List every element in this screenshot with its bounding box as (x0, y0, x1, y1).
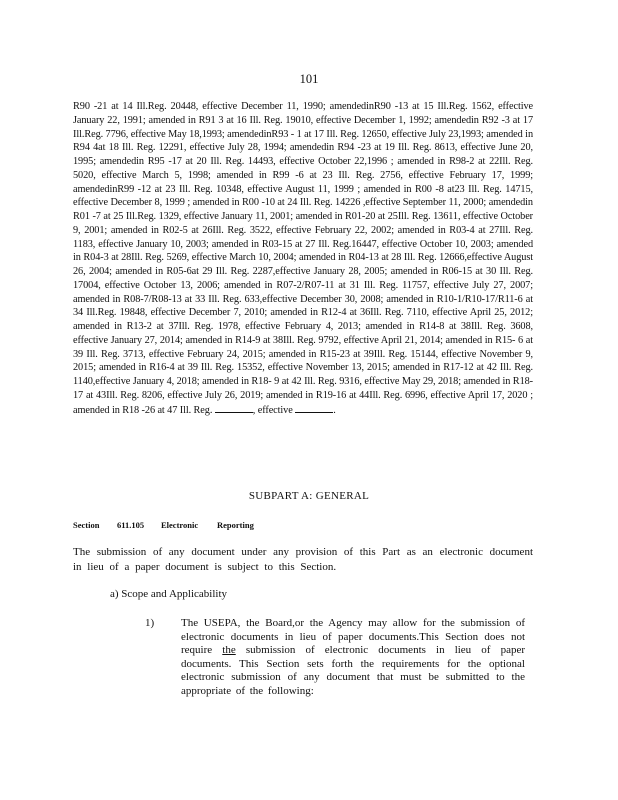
item-1-text-before: The USEPA, the Board,or the Agency may allow for the submission of electronic documents in lieu of paper documents.This Section does not require (181, 617, 525, 656)
item-1 (145, 617, 525, 698)
section-label: Section (73, 520, 100, 530)
section-title-word1: Electronic (161, 520, 199, 530)
intro-paragraph: The submission of any document under any provision of this Part as an electronic document in lieu of a paper document is subject to this Section. (73, 546, 533, 573)
blank-effective-date (295, 403, 333, 413)
subpart-title: SUBPART A: GENERAL (248, 490, 370, 502)
amendment-history (73, 100, 533, 417)
section-number: 611.105 (117, 520, 145, 530)
subsection-a-heading: a) Scope and Applicability (110, 588, 227, 600)
item-1-body (181, 617, 525, 698)
blank-register-page (215, 403, 253, 413)
history-effective-word: effective (257, 404, 293, 416)
history-comma: , (252, 404, 256, 416)
amendment-history-text: R90 -21 at 14 Ill.Reg. 20448, effective December 11, 1990; amendedinR90 -13 at 15 Ill.Reg. 1562, effective January 22, 1991; amended in R91 3 at 16 Ill. Reg. 19010, effective December 1, 1992; amendedin R92 -3 at 17 Ill.Reg. 7796, effective May 18,1993; amendedinR93 - 1 at 17 Ill. Reg. 12650, effective July 23,1993; amended in R94 4at 18 Ill. Reg. 12291, effective July 28, 1994; amendedin R94 -23 at 19 Ill. Reg. 8613, effective June 20, 1995; amendedin R95 -17 at 20 Ill. Reg. 14493, effective October 22,1996 ; amended in R98-2 at 22Ill. Reg. 5020, effective March 5, 1998; amended in R99 -6 at 23 Ill. Reg. 2756, effective February 17, 1999; amendedinR99 -12 at 23 Ill. Reg. 10348, effective August 11, 1999 ; amended in R00 -8 at23 Ill. Reg. 14715, effective December 8, 1999 ; amended in R00 -10 at 24 Ill. Reg. 14226 ,effective September 11, 2000; amendedin R01 -7 at 25 Ill.Reg. 1329, effective January 11, 2001; amended in R01-20 at 25Ill. Reg. 13611, effective October 9, 2001; amended in R02-5 at 26Ill. Reg. 3522, effective February 22, 2002; amended in R03-4 at 27Ill. Reg. 1183, effective January 10, 2003; amended in R03-15 at 27 Ill. Reg.16447, effective October 10, 2003; amended in R04-3 at 28Ill. Reg. 5269, effective March 10, 2004; amended in R04-13 at 28 Ill. Reg. 12666,effective August 26, 2004; amended in R05-6at 29 Ill. Reg. 2287,effective January 28, 2005; amended in R06-15 at 30 Ill. Reg. 17004, effective October 13, 2006; amended in R07-2/R07-11 at 31 Ill. Reg. 11757, effective July 27, 2007; amended in R08-7/R08-13 at 33 Ill. Reg. 633,effective December 30, 2008; amended in R10-1/R10-17/R11-6 at 34 Ill.Reg. 19848, effective December 7, 2010; amended in R12-4 at 36Ill. Reg. 7110, effective April 25, 2012; amended in R13-2 at 37Ill. Reg. 1978, effective February 4, 2013; amended in R14-8 at 38Ill. Reg. 3608, effective January 27, 2014; amended in R14-9 at 38Ill. Reg. 9792, effective April 21, 2014; amended in R15- 6 at 39 Ill. Reg. 3713, effective February 24, 2015; amended in R15-23 at 39Ill. Reg. 15144, effective November 9, 2015; amended in R16-4 at 39 Ill. Reg. 15352, effective November 13, 2015; amended in R17-12 at 42 Ill. Reg. 1140,effective January 4, 2018; amended in R18- 9 at 42 Ill. Reg. 9316, effective May 29, 2018; amended in R18-17 at 43Ill. Reg. 8206, effective July 26, 2019; amended in R19-16 at 44Ill. Reg. 6996, effective April 17, 2020 ; amended in R18 -26 at 47 Ill. Reg. (73, 101, 533, 416)
page-number: 101 (299, 72, 319, 86)
section-title-word2: Reporting (217, 520, 254, 530)
item-1-underlined: the (222, 644, 236, 656)
section-heading (73, 520, 254, 530)
history-period: . (333, 404, 336, 416)
item-1-number: 1) (145, 617, 155, 629)
item-1-text-after: submission of electronic documents in lieu of paper documents. This Section sets forth the requirements for the optional electronic submission of any document that must be submitted to the appropriate of the following: (181, 644, 526, 697)
